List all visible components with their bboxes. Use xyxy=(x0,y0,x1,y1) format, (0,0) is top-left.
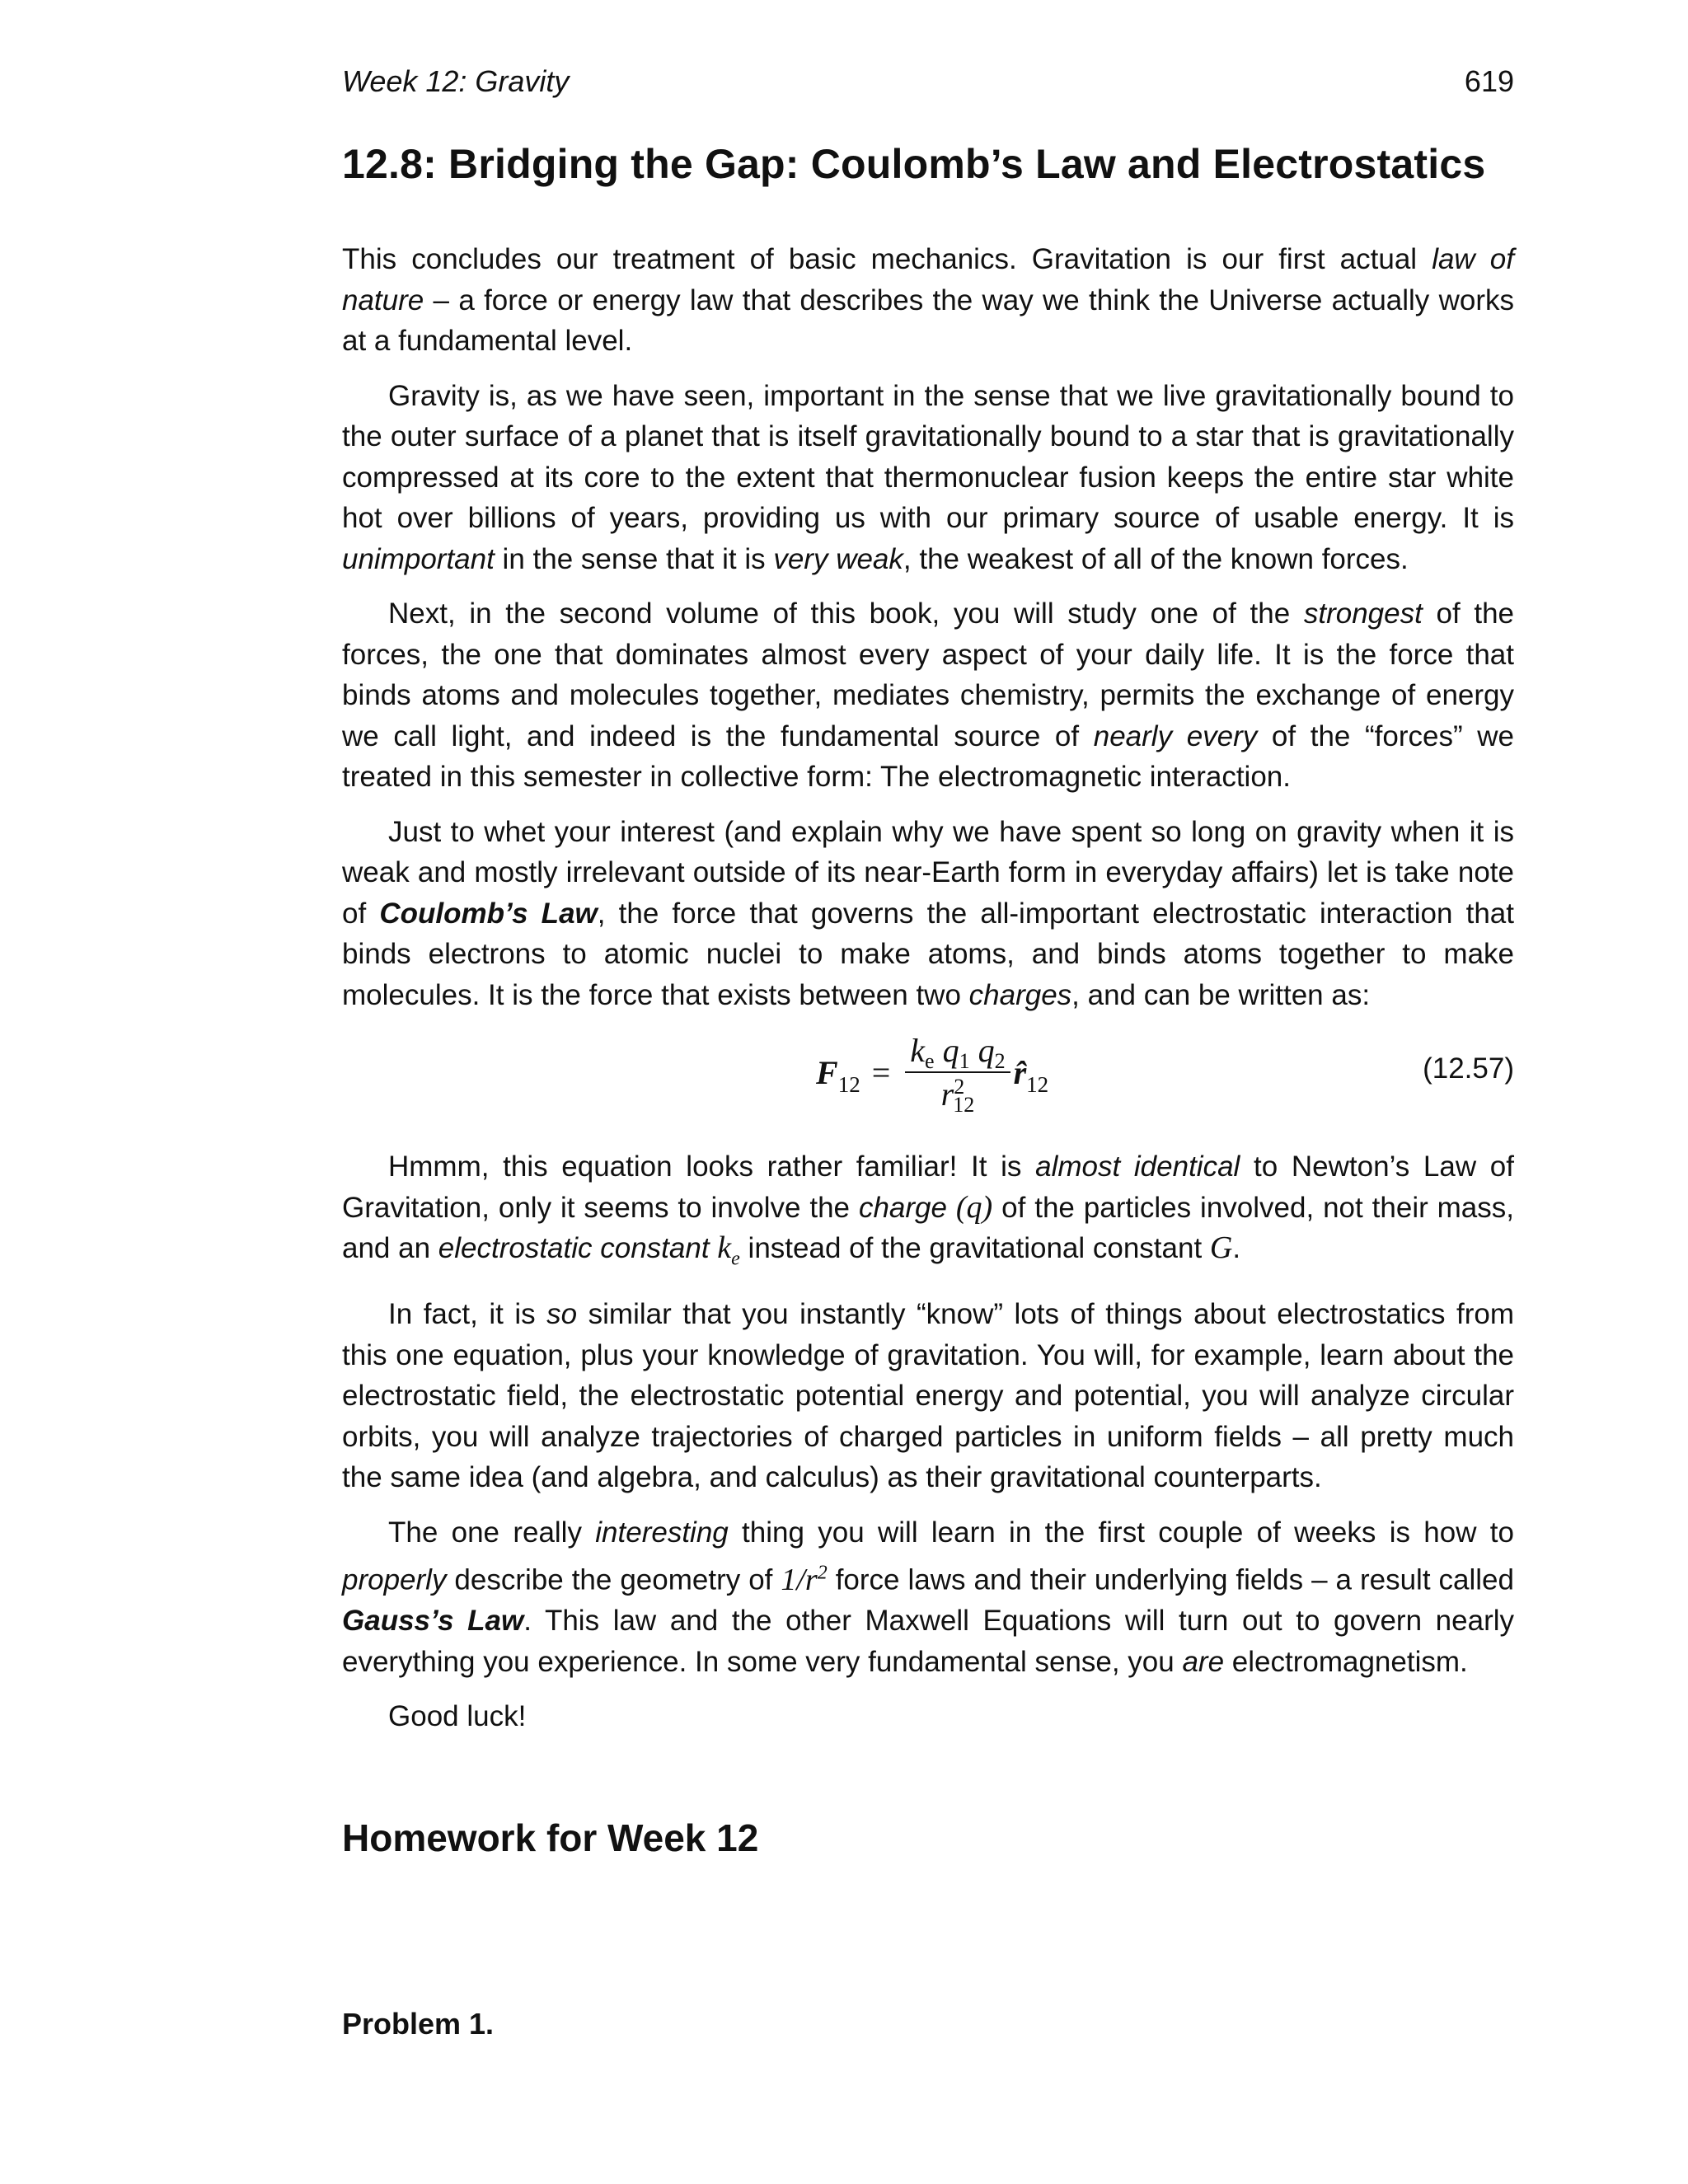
equation-equals: = xyxy=(871,1053,891,1091)
equation-denominator: $r^2_{12}$ xyxy=(940,1075,975,1117)
problem-label: Problem 1. xyxy=(342,2006,495,2041)
homework-title: Homework for Week 12 xyxy=(342,1816,759,1859)
paragraph-6: In fact, it is so similar that you instantly “know” lots of things about electrostatics from this one equation, plus your knowledge of gravitation. You will, for example, learn about the electrostatic field, the electrostatic potential energy and potential, you will analyze circular orbits, you will analyze trajectories of charged particles in uniform fields – all pretty much the same idea (and algebra, and calculus) as their gravitational counterparts. xyxy=(342,1298,1515,1494)
section-title: 12.8: Bridging the Gap: Coulomb’s Law and Electrostatics xyxy=(342,141,1486,187)
page-number: 619 xyxy=(1464,64,1514,98)
equation-lhs: $F_{12}$ xyxy=(816,1053,860,1097)
running-head-title: Week 12: Gravity xyxy=(342,64,570,98)
equation-fraction xyxy=(905,1031,1010,1117)
equation-unit-vector: $r̂_{12}$ xyxy=(1013,1053,1049,1097)
paragraph-7: The one really interesting thing you will learn in the first couple of weeks is how to properly describe the geometry of $1/r^2$ force laws and their underlying fields – a result called Gauss’s Law. This law and the other Maxwell Equations will turn out to govern nearly everything you experience. In some very fundamental sense, you are electromagnetism. xyxy=(342,1516,1514,1678)
paragraph-1: This concludes our treatment of basic mechanics. Gravitation is our first actual law of nature – a force or energy law that describes the way we think the Universe actually works at a fundamental level. xyxy=(342,243,1514,357)
gauss-law-term: Gauss’s Law xyxy=(342,1605,524,1638)
equation-coulombs-law xyxy=(342,1029,1514,1128)
paragraph-8: Good luck! xyxy=(388,1700,527,1733)
equation-number: (12.57) xyxy=(1423,1052,1514,1085)
coulombs-law-term: Coulomb’s Law xyxy=(379,897,598,930)
paragraph-5: Hmmm, this equation looks rather familiar! It is almost identical to Newton’s Law of Gravitation, only it seems to involve the charge (q) of the particles involved, not their mass, and an electrostatic constant $k_e$ instead of the gravitational constant G. xyxy=(342,1151,1515,1270)
paragraph-2: Gravity is, as we have seen, important in the sense that we live gravitationally bound to the outer surface of a planet that is itself gravitationally bound to a star that is gravitationally compressed at its core to the extent that thermonuclear fusion keeps the entire star white hot over billions of years, providing us with our primary source of usable energy. It is unimportant in the sense that it is very weak, the weakest of all of the known forces. xyxy=(342,379,1514,575)
running-head xyxy=(342,58,1514,107)
paragraph-3: Next, in the second volume of this book, you will study one of the strongest of the forces, the one that dominates almost every aspect of your daily life. It is the force that binds atoms and molecules together, mediates chemistry, permits the exchange of energy we call light, and indeed is the fundamental source of nearly every of the “forces” we treated in this semester in collective form: The electromagnetic interaction. xyxy=(342,598,1514,793)
paragraph-4: Just to whet your interest (and explain why we have spent so long on gravity when it is weak and mostly irrelevant outside of its near-Earth form in everyday affairs) let is take note of Coulomb’s Law, the force that governs the all-important electrostatic interaction that binds electrons to atomic nuclei to make atoms, and binds atoms together to make molecules. It is the force that exists between two charges, and can be written as: xyxy=(342,815,1514,1011)
equation-body xyxy=(816,1031,1049,1117)
page xyxy=(342,58,1514,2041)
equation-numerator: $k_e$ $q_1$ $q_2$ xyxy=(905,1031,1010,1073)
